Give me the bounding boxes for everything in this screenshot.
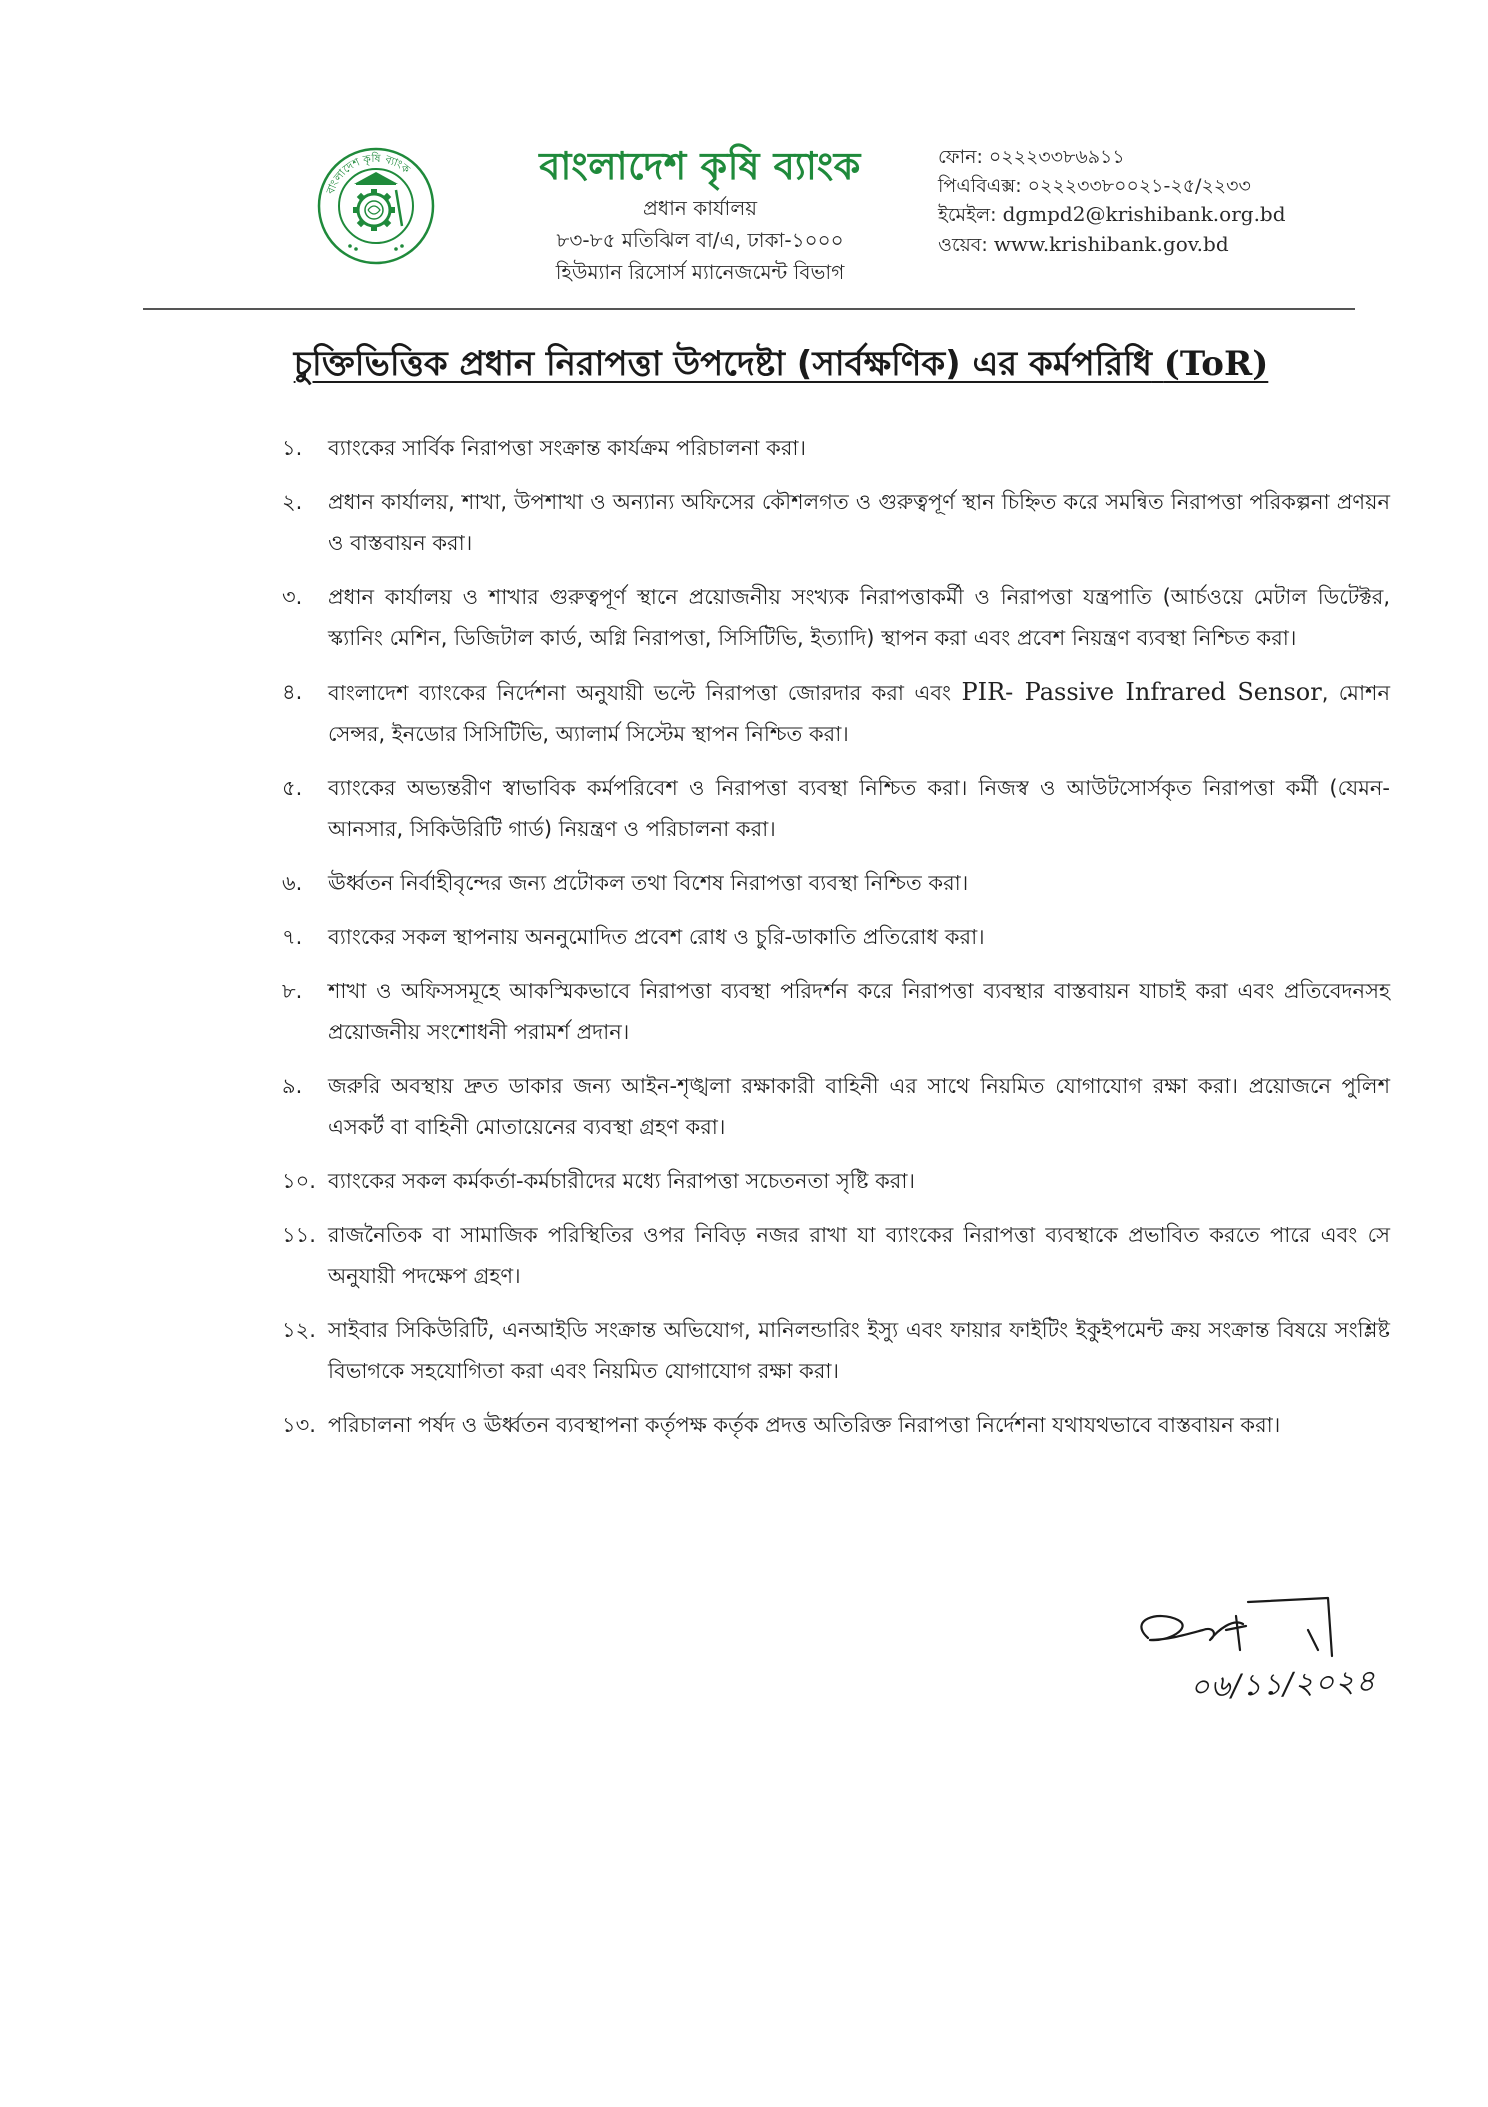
krishi-bank-seal-logo-icon <box>316 146 436 266</box>
email-value: dgmpd2@krishibank.org.bd <box>1002 202 1286 226</box>
duty-text: রাজনৈতিক বা সামাজিক পরিস্থিতির ওপর নিবিড় নজর রাখা যা ব্যাংকের নিরাপত্তা ব্যবস্থাকে প্রভাবিত করতে পারে এবং সে অনুযায়ী পদক্ষেপ গ্রহণ। <box>328 1223 1390 1288</box>
duty-text: ঊর্ধ্বতন নির্বাহীবৃন্দের জন্য প্রটোকল তথা বিশেষ নিরাপত্তা ব্যবস্থা নিশ্চিত করা। <box>328 871 969 895</box>
duty-text: প্রধান কার্যালয়, শাখা, উপশাখা ও অন্যান্য অফিসের কৌশলগত ও গুরুত্বপূর্ণ স্থান চিহ্নিত করে সমন্বিত নিরাপত্তা পরিকল্পনা প্রণয়ন ও বাস্তবায়ন করা। <box>328 490 1390 555</box>
duty-number: ৪. <box>282 680 303 704</box>
duty-number: ১২. <box>282 1318 316 1342</box>
duty-item-11 <box>282 1215 1390 1297</box>
duty-item-5 <box>282 768 1390 850</box>
duty-text: শাখা ও অফিসসমূহে আকস্মিকভাবে নিরাপত্তা ব্যবস্থা পরিদর্শন করে নিরাপত্তা ব্যবস্থার বাস্তবায়ন যাচাই করা এবং প্রতিবেদনসহ প্রয়োজনীয় সংশোধনী পরামর্শ প্রদান। <box>328 979 1390 1044</box>
duty-item-1 <box>282 428 1390 469</box>
office-name: প্রধান কার্যালয় <box>642 196 758 220</box>
duty-item-2 <box>282 482 1390 564</box>
duty-number: ২. <box>282 490 303 514</box>
pabx-line <box>938 172 1378 201</box>
duty-text: ব্যাংকের সকল স্থাপনায় অননুমোদিত প্রবেশ রোধ ও চুরি-ডাকাতি প্রতিরোধ করা। <box>328 925 985 949</box>
phone-value: ০২২২৩৩৮৬৯১১ <box>988 146 1125 168</box>
document-title <box>226 336 1336 392</box>
duty-number: ৭. <box>282 925 303 949</box>
website-line <box>938 230 1378 260</box>
duty-number: ৩. <box>282 585 303 609</box>
signature-date: ০৬/১১/২০২৪ <box>1189 1663 1377 1706</box>
duty-text: ব্যাংকের সার্বিক নিরাপত্তা সংক্রান্ত কার্যক্রম পরিচালনা করা। <box>328 436 807 460</box>
duty-item-4 <box>282 672 1390 755</box>
duty-number: ১. <box>282 436 303 460</box>
duty-number: ১৩. <box>282 1413 316 1437</box>
duty-list <box>282 428 1390 1459</box>
letterhead <box>0 0 1488 312</box>
duty-item-8 <box>282 971 1390 1053</box>
email-line <box>938 200 1378 230</box>
duty-number: ৫. <box>282 776 303 800</box>
duty-item-9 <box>282 1066 1390 1148</box>
duty-number: ৮. <box>282 979 303 1003</box>
organization-block <box>500 140 900 288</box>
duty-text: পরিচালনা পর্ষদ ও ঊর্ধ্বতন ব্যবস্থাপনা কর্তৃপক্ষ কর্তৃক প্রদত্ত অতিরিক্ত নিরাপত্তা নির্দেশনা যথাযথভাবে বাস্তবায়ন করা। <box>328 1413 1281 1437</box>
pabx-value: ০২২২৩৩৮০০২১-২৫/২২৩৩ <box>1027 174 1251 197</box>
document-title-bengali: চুক্তিভিত্তিক প্রধান নিরাপত্তা উপদেষ্টা (সার্বক্ষণিক) এর কর্মপরিধি <box>293 344 1152 384</box>
duty-text: জরুরি অবস্থায় দ্রুত ডাকার জন্য আইন-শৃঙ্খলা রক্ষাকারী বাহিনী এর সাথে নিয়মিত যোগাযোগ রক্ষা করা। প্রয়োজনে পুলিশ এসকর্ট বা বাহিনী মোতায়েনের ব্যবস্থা গ্রহণ করা। <box>328 1074 1390 1139</box>
pabx-label: পিএবিএক্স: <box>938 174 1022 197</box>
phone-line <box>938 143 1378 172</box>
website-value: www.krishibank.gov.bd <box>993 231 1229 256</box>
phone-label: ফোন: <box>938 146 983 168</box>
duty-number: ৯. <box>282 1074 303 1098</box>
email-label: ইমেইল: <box>938 204 997 226</box>
duty-text-part: , মোশন সেন্সর, ইনডোর সিসিটিভি, অ্যালার্ম সিস্টেম স্থাপন নিশ্চিত করা। <box>328 681 1390 746</box>
duty-text-part: বাংলাদেশ ব্যাংকের নির্দেশনা অনুযায়ী ভল্টে নিরাপত্তা জোরদার করা এবং <box>328 681 962 705</box>
header-divider <box>143 308 1355 310</box>
department-name: হিউম্যান রিসোর্স ম্যানেজমেন্ট বিভাগ <box>555 260 845 284</box>
contact-block <box>938 143 1378 259</box>
duty-item-6 <box>282 863 1390 904</box>
duty-text: ব্যাংকের অভ্যন্তরীণ স্বাভাবিক কর্মপরিবেশ ও নিরাপত্তা ব্যবস্থা নিশ্চিত করা। নিজস্ব ও আউটসোর্সকৃত নিরাপত্তা কর্মী (যেমন-আনসার, সিকিউরিটি গার্ড) নিয়ন্ত্রণ ও পরিচালনা করা। <box>328 776 1390 841</box>
duty-item-12 <box>282 1310 1390 1392</box>
duty-item-7 <box>282 917 1390 958</box>
office-address: ৮৩-৮৫ মতিঝিল বা/এ, ঢাকা-১০০০ <box>556 228 844 252</box>
document-title-abbreviation: (ToR) <box>1163 344 1269 384</box>
duty-item-13 <box>282 1405 1390 1446</box>
duty-text: প্রধান কার্যালয় ও শাখার গুরুত্বপূর্ণ স্থানে প্রয়োজনীয় সংখ্যক নিরাপত্তাকর্মী ও নিরাপত্তা যন্ত্রপাতি (আর্চওয়ে মেটাল ডিটেক্টর, স্ক্যানিং মেশিন, ডিজিটাল কার্ড, অগ্নি নিরাপত্তা, সিসিটিভি, ইত্যাদি) স্থাপন করা এবং প্রবেশ নিয়ন্ত্রণ ব্যবস্থা নিশ্চিত করা। <box>328 585 1390 650</box>
website-label: ওয়েব: <box>938 233 988 256</box>
duty-item-3 <box>282 577 1390 659</box>
organization-name: বাংলাদেশ কৃষি ব্যাংক <box>539 144 861 188</box>
duty-text: ব্যাংকের সকল কর্মকর্তা-কর্মচারীদের মধ্যে নিরাপত্তা সচেতনতা সৃষ্টি করা। <box>328 1169 915 1193</box>
duty-text <box>328 672 1390 755</box>
svg-text:বাংলাদেশ কৃষি ব্যাংক: বাংলাদেশ কৃষি ব্যাংক <box>323 151 413 197</box>
duty-number: ১০. <box>282 1169 316 1193</box>
duty-item-10 <box>282 1161 1390 1202</box>
duty-number: ১১. <box>282 1223 316 1247</box>
duty-text: সাইবার সিকিউরিটি, এনআইডি সংক্রান্ত অভিযোগ, মানিলন্ডারিং ইস্যু এবং ফায়ার ফাইটিং ইকুইপমেন্ট ক্রয় সংক্রান্ত বিষয়ে সংশ্লিষ্ট বিভাগকে সহযোগিতা করা এবং নিয়মিত যোগাযোগ রক্ষা করা। <box>328 1318 1390 1383</box>
duty-text-latin: PIR- Passive Infrared Sensor <box>961 678 1322 706</box>
duty-number: ৬. <box>282 871 303 895</box>
